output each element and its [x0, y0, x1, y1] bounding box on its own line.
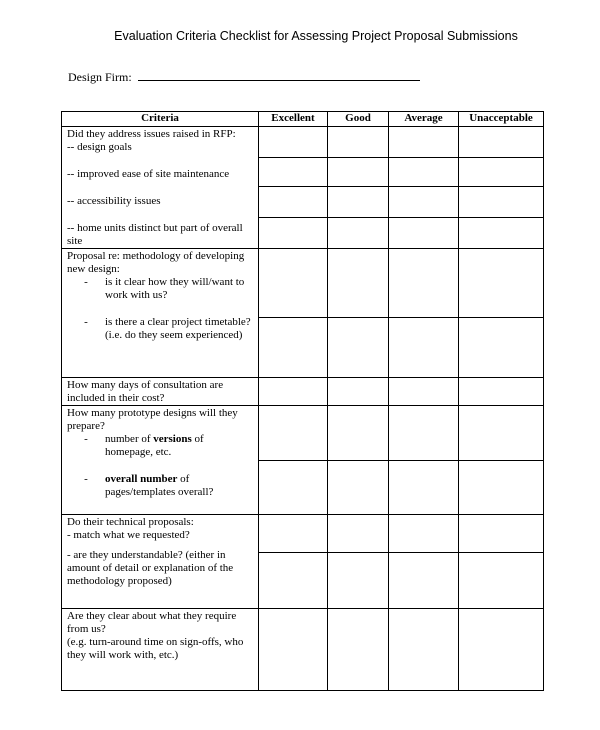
rating-cell-average[interactable]	[389, 249, 459, 318]
rating-cell-unacceptable[interactable]	[459, 249, 544, 318]
header-good: Good	[328, 112, 389, 127]
rating-cell-average[interactable]	[389, 158, 459, 187]
criteria-text: Do their technical proposals:	[67, 516, 194, 528]
rating-cell-excellent[interactable]	[259, 318, 328, 378]
table-row	[62, 127, 544, 158]
table-row	[62, 515, 544, 553]
criteria-bullet: number of versions of homepage, etc.	[105, 433, 204, 458]
criteria-bullet: overall number of pages/templates overall?	[105, 473, 214, 498]
rating-cell-good[interactable]	[328, 406, 389, 461]
table-row	[62, 609, 544, 691]
rating-cell-excellent[interactable]	[259, 609, 328, 691]
rating-cell-unacceptable[interactable]	[459, 158, 544, 187]
rating-cell-average[interactable]	[389, 187, 459, 217]
rating-cell-average[interactable]	[389, 609, 459, 691]
criteria-text: -- accessibility issues	[67, 195, 161, 207]
criteria-cell	[62, 378, 259, 406]
rating-cell-good[interactable]	[328, 158, 389, 187]
criteria-cell	[62, 515, 259, 609]
criteria-text: Did they address issues raised in RFP:	[67, 128, 236, 140]
criteria-text: (e.g. turn-around time on sign-offs, who they will work with, etc.)	[67, 636, 244, 661]
rating-cell-excellent[interactable]	[259, 515, 328, 553]
rating-cell-excellent[interactable]	[259, 187, 328, 217]
rating-cell-unacceptable[interactable]	[459, 553, 544, 609]
rating-cell-good[interactable]	[328, 217, 389, 248]
rating-cell-average[interactable]	[389, 318, 459, 378]
rating-cell-good[interactable]	[328, 127, 389, 158]
rating-cell-excellent[interactable]	[259, 406, 328, 461]
header-criteria: Criteria	[62, 112, 259, 127]
rating-cell-good[interactable]	[328, 515, 389, 553]
rating-cell-excellent[interactable]	[259, 461, 328, 515]
evaluation-table	[61, 111, 544, 691]
criteria-text: How many prototype designs will they prepare?	[67, 407, 238, 432]
rating-cell-unacceptable[interactable]	[459, 406, 544, 461]
criteria-bullet: is it clear how they will/want to work with us?	[105, 276, 245, 301]
rating-cell-good[interactable]	[328, 609, 389, 691]
criteria-cell	[62, 609, 259, 691]
rating-cell-unacceptable[interactable]	[459, 217, 544, 248]
rating-cell-unacceptable[interactable]	[459, 127, 544, 158]
rating-cell-excellent[interactable]	[259, 378, 328, 406]
rating-cell-average[interactable]	[389, 217, 459, 248]
design-firm-field	[68, 70, 420, 85]
rating-cell-average[interactable]	[389, 553, 459, 609]
criteria-text: - match what we requested?	[67, 529, 190, 541]
criteria-cell: How many prototype designs will they prepare? - number of versions of homepage, etc. - overall number of pages/templates overall?	[62, 406, 259, 515]
header-unacceptable: Unacceptable	[459, 112, 544, 127]
criteria-text: How many days of consultation are included in their cost?	[67, 379, 224, 404]
rating-cell-unacceptable[interactable]	[459, 187, 544, 217]
criteria-text: Are they clear about what they require from us?	[67, 610, 237, 635]
criteria-text: -- home units distinct but part of overall site	[67, 222, 243, 247]
table-row	[62, 378, 544, 406]
header-average: Average	[389, 112, 459, 127]
design-firm-blank-line[interactable]	[138, 70, 420, 81]
criteria-text: -- design goals	[67, 141, 132, 153]
rating-cell-good[interactable]	[328, 187, 389, 217]
design-firm-label: Design Firm:	[68, 70, 132, 84]
criteria-text: - are they understandable? (either in amount of detail or explanation of the methodology proposed)	[67, 549, 234, 587]
rating-cell-good[interactable]	[328, 318, 389, 378]
rating-cell-excellent[interactable]	[259, 249, 328, 318]
rating-cell-unacceptable[interactable]	[459, 378, 544, 406]
rating-cell-unacceptable[interactable]	[459, 609, 544, 691]
rating-cell-unacceptable[interactable]	[459, 461, 544, 515]
rating-cell-good[interactable]	[328, 461, 389, 515]
rating-cell-excellent[interactable]	[259, 553, 328, 609]
rating-cell-good[interactable]	[328, 249, 389, 318]
rating-cell-good[interactable]	[328, 378, 389, 406]
rating-cell-excellent[interactable]	[259, 158, 328, 187]
rating-cell-excellent[interactable]	[259, 217, 328, 248]
rating-cell-unacceptable[interactable]	[459, 318, 544, 378]
criteria-cell	[62, 127, 259, 249]
document-title: Evaluation Criteria Checklist for Assessing Project Proposal Submissions	[114, 29, 518, 43]
header-row	[62, 112, 544, 127]
rating-cell-average[interactable]	[389, 515, 459, 553]
criteria-cell: Proposal re: methodology of developing new design: - is it clear how they will/want to work with us? - is there a clear project timetable? (i.e. do they seem experienced)	[62, 249, 259, 378]
table-row	[62, 406, 544, 461]
criteria-bullet: is there a clear project timetable? (i.e. do they seem experienced)	[105, 316, 251, 341]
header-excellent: Excellent	[259, 112, 328, 127]
table-row	[62, 249, 544, 318]
rating-cell-excellent[interactable]	[259, 127, 328, 158]
rating-cell-average[interactable]	[389, 127, 459, 158]
criteria-text: -- improved ease of site maintenance	[67, 168, 230, 180]
rating-cell-unacceptable[interactable]	[459, 515, 544, 553]
rating-cell-average[interactable]	[389, 406, 459, 461]
criteria-text: Proposal re: methodology of developing new design:	[67, 250, 245, 275]
rating-cell-good[interactable]	[328, 553, 389, 609]
rating-cell-average[interactable]	[389, 461, 459, 515]
rating-cell-average[interactable]	[389, 378, 459, 406]
